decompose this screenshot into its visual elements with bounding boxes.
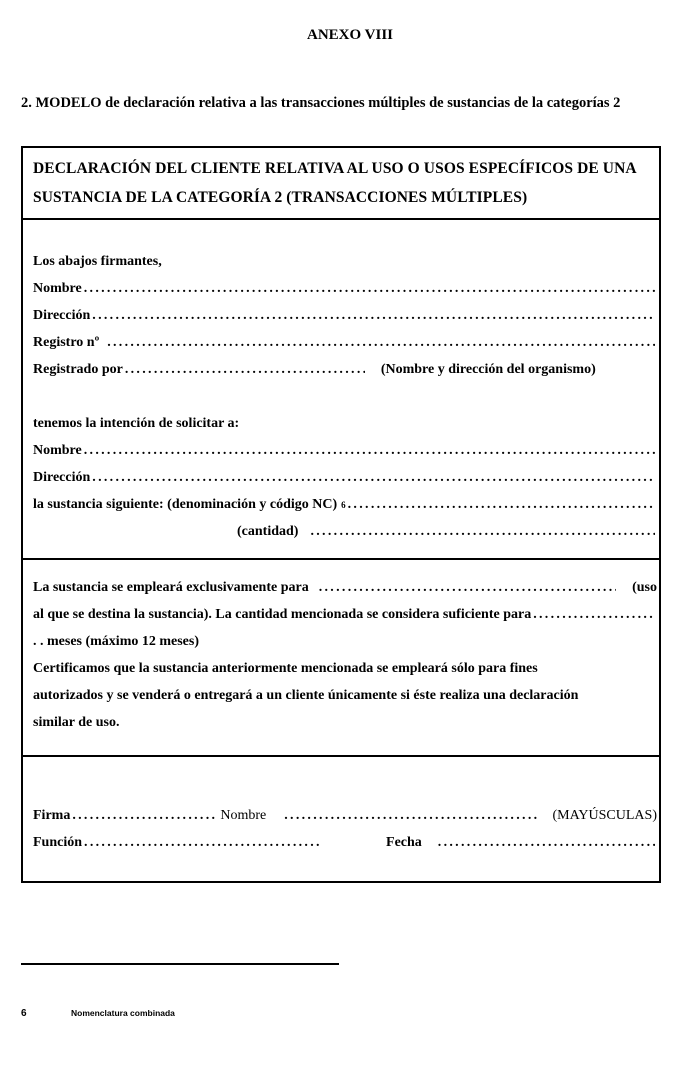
supplier-address-field[interactable] bbox=[33, 464, 657, 491]
signatories-intro: Los abajos firmantes, bbox=[33, 254, 162, 269]
dotted-fill-line bbox=[84, 275, 655, 302]
field-label: la sustancia siguiente: (denominación y código NC) bbox=[33, 497, 338, 512]
dotted-fill-line bbox=[319, 574, 616, 601]
dotted-fill-line bbox=[348, 491, 655, 518]
use-line-end: (uso bbox=[632, 580, 657, 595]
use-line-start: La sustancia se empleará exclusivamente para bbox=[33, 580, 309, 595]
registry-number-field[interactable] bbox=[33, 329, 657, 356]
registered-by-field[interactable] bbox=[33, 356, 657, 383]
dotted-fill-line bbox=[84, 829, 320, 856]
form-header: DECLARACIÓN DEL CLIENTE RELATIVA AL USO O USOS ESPECÍFICOS DE UNA SUSTANCIA DE LA CATEGORÍA 2 (TRANSACCIONES MÚLTIPLES) bbox=[33, 160, 636, 206]
dotted-fill-line bbox=[284, 802, 538, 829]
footnote-text: Nomenclatura combinada bbox=[71, 1008, 175, 1018]
certification-line-2: autorizados y se venderá o entregará a un cliente únicamente si éste realiza una declaración bbox=[33, 688, 579, 703]
dotted-fill-line bbox=[92, 464, 655, 491]
field-label: Registro nº bbox=[33, 335, 100, 350]
dotted-fill-line bbox=[533, 601, 655, 628]
dotted-fill-line bbox=[92, 302, 655, 329]
footnote-ref: 6 bbox=[341, 500, 346, 510]
function-label: Función bbox=[33, 835, 83, 850]
field-label: (cantidad) bbox=[237, 524, 299, 539]
signature-label: Firma bbox=[33, 808, 71, 823]
section-divider bbox=[23, 755, 659, 757]
field-label: Dirección bbox=[33, 470, 91, 485]
quantity-field[interactable] bbox=[33, 518, 657, 545]
section-divider bbox=[23, 558, 659, 560]
request-intro: tenemos la intención de solicitar a: bbox=[33, 416, 240, 431]
field-suffix: (Nombre y dirección del organismo) bbox=[380, 362, 596, 377]
name-label: Nombre bbox=[220, 808, 267, 823]
annex-title: ANEXO VIII bbox=[307, 27, 393, 43]
sufficient-months-field[interactable] bbox=[33, 601, 657, 628]
function-date-row[interactable] bbox=[33, 829, 657, 856]
declaration-form bbox=[21, 146, 661, 883]
dotted-fill-line bbox=[310, 518, 655, 545]
footnote bbox=[21, 1008, 175, 1019]
certification-line-3: similar de uso. bbox=[33, 715, 120, 730]
dotted-fill-line bbox=[438, 829, 655, 856]
dotted-fill-line bbox=[107, 329, 655, 356]
months-line: . . meses (máximo 12 meses) bbox=[33, 634, 200, 649]
field-label: Dirección bbox=[33, 308, 91, 323]
field-label: Registrado por bbox=[33, 362, 123, 377]
use-line-text: al que se destina la sustancia). La cantidad mencionada se considera suficiente para bbox=[33, 607, 532, 622]
field-label: Nombre bbox=[33, 281, 82, 296]
header-divider bbox=[23, 218, 659, 220]
substance-field[interactable] bbox=[33, 491, 657, 518]
date-label: Fecha bbox=[386, 835, 422, 850]
footnote-separator bbox=[21, 963, 339, 965]
certification-line-1: Certificamos que la sustancia anteriormente mencionada se empleará sólo para fines bbox=[33, 661, 538, 676]
dotted-fill-line bbox=[84, 437, 655, 464]
dotted-fill-line bbox=[125, 356, 365, 383]
intro-paragraph: 2. MODELO de declaración relativa a las transacciones múltiples de sustancias de la categorías 2 bbox=[21, 95, 621, 111]
dotted-fill-line bbox=[72, 802, 218, 829]
supplier-name-field[interactable] bbox=[33, 437, 657, 464]
intended-use-field[interactable] bbox=[33, 574, 657, 601]
field-label: Nombre bbox=[33, 443, 82, 458]
signature-name-row[interactable] bbox=[33, 802, 657, 829]
uppercase-note: (MAYÚSCULAS) bbox=[552, 808, 657, 823]
footnote-number: 6 bbox=[21, 1008, 27, 1019]
signatory-address-field[interactable] bbox=[33, 302, 657, 329]
signatory-name-field[interactable] bbox=[33, 275, 657, 302]
